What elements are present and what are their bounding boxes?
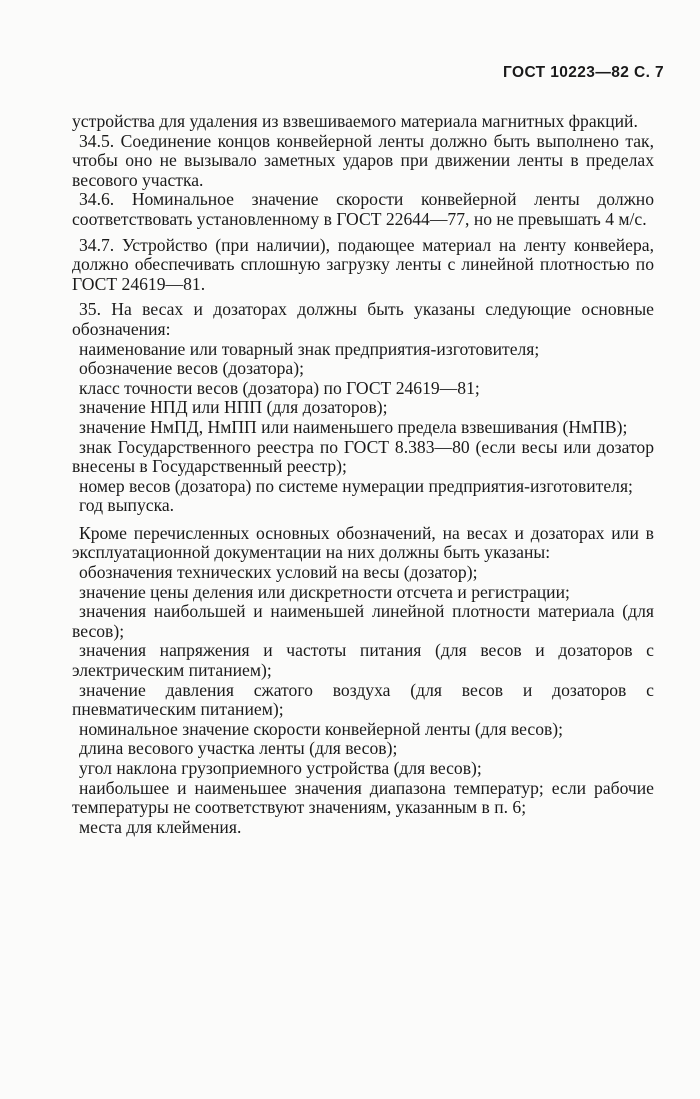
list-item: номер весов (дозатора) по системе нумерации предприятия-изготовителя; bbox=[79, 475, 633, 496]
list-item: значение давления сжатого воздуха (для весов и дозаторов с пневматическим питанием); bbox=[72, 679, 654, 720]
list-item: наибольшее и наименьшее значения диапазона температур; если рабочие температуры не соответствуют значениям, указанным в п. 6; bbox=[72, 777, 654, 818]
list-item: места для клеймения. bbox=[79, 816, 242, 837]
list-item: год выпуска. bbox=[79, 495, 175, 516]
list-item: значение цены деления или дискретности отсчета и регистрации; bbox=[79, 581, 570, 602]
list-item: значение НмПД, НмПП или наименьшего предела взвешивания (НмПВ); bbox=[79, 416, 628, 437]
list-item: угол наклона грузоприемного устройства (для весов); bbox=[79, 758, 482, 778]
list-item: знак Государственного реестра по ГОСТ 8.383—80 (если весы или дозатор внесены в Государственный реестр); bbox=[72, 436, 654, 477]
list-item: наименование или товарный знак предприятия-изготовителя; bbox=[79, 338, 540, 359]
list-item: значение НПД или НПП (для дозаторов); bbox=[79, 397, 388, 418]
list-item: обозначение весов (дозатора); bbox=[79, 358, 304, 379]
list-item: значения наибольшей и наименьшей линейной плотности материала (для весов); bbox=[72, 601, 654, 641]
paragraph-continuation: устройства для удаления из взвешиваемого материала магнитных фракций. bbox=[72, 111, 638, 131]
paragraph-additional: Кроме перечисленных основных обозначений, на весах и дозаторах или в эксплуатационной документации на них должны быть указаны: bbox=[72, 522, 654, 563]
paragraph-34-6: 34.6. Номинальное значение скорости конвейерной ленты должно соответствовать установленному в ГОСТ 22644—77, но не превышать 4 м/с. bbox=[72, 189, 654, 229]
list-item: длина весового участка ленты (для весов); bbox=[79, 738, 398, 759]
paragraph-35: 35. На весах и дозаторах должны быть указаны следующие основные обозначения: bbox=[72, 299, 654, 339]
list-item: значения напряжения и частоты питания (для весов и дозаторов с электрическим питанием); bbox=[72, 640, 654, 681]
list-item: обозначения технических условий на весы (дозатор); bbox=[79, 562, 478, 583]
list-item: номинальное значение скорости конвейерной ленты (для весов); bbox=[79, 718, 564, 739]
document-body bbox=[72, 112, 654, 837]
paragraph-34-5: 34.5. Соединение концов конвейерной ленты должно быть выполнено так, чтобы оно не вызывало заметных ударов при движении ленты в пределах весового участка. bbox=[72, 130, 654, 190]
list-item: класс точности весов (дозатора) по ГОСТ 24619—81; bbox=[79, 377, 480, 398]
page-header: ГОСТ 10223—82 С. 7 bbox=[503, 64, 664, 81]
paragraph-34-7: 34.7. Устройство (при наличии), подающее материал на ленту конвейера, должно обеспечивать сплошную загрузку ленты с линейной плотностью по ГОСТ 24619—81. bbox=[72, 234, 654, 294]
